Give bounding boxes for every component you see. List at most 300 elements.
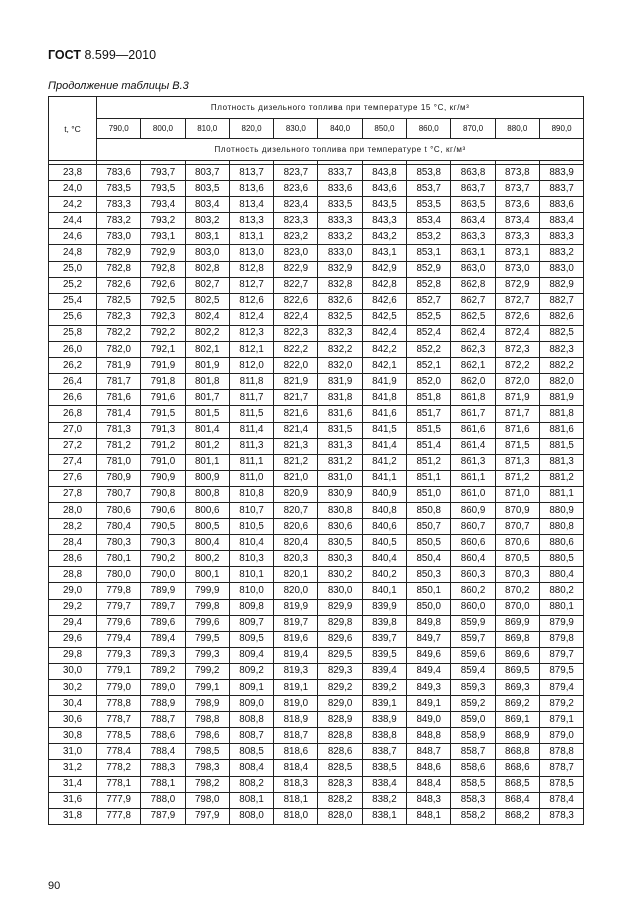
- density-cell: 812,3: [229, 325, 273, 341]
- table-row: [49, 567, 584, 583]
- density-cell: 823,7: [274, 165, 318, 181]
- density-cell: 801,9: [185, 358, 229, 374]
- density-cell: 863,5: [451, 197, 495, 213]
- density-cell: 808,0: [229, 808, 273, 824]
- density-cell: 811,1: [229, 454, 273, 470]
- density-cell: 879,0: [539, 728, 583, 744]
- table-row: [49, 309, 584, 325]
- density-cell: 860,7: [451, 519, 495, 535]
- table-row: [49, 680, 584, 696]
- table-row: [49, 792, 584, 808]
- density-cell: 813,1: [229, 229, 273, 245]
- density-cell: 882,0: [539, 374, 583, 390]
- document-header: [48, 48, 156, 62]
- density-cell: 781,3: [97, 422, 141, 438]
- density-cell: 831,2: [318, 454, 362, 470]
- density-cell: 818,0: [274, 808, 318, 824]
- temperature-cell: 23,8: [49, 165, 97, 181]
- density-cell: 818,1: [274, 792, 318, 808]
- density-cell: 801,2: [185, 438, 229, 454]
- density-cell: 840,9: [362, 486, 406, 502]
- density-cell: 851,8: [407, 390, 451, 406]
- density-cell: 851,2: [407, 454, 451, 470]
- density-cell: 872,0: [495, 374, 539, 390]
- table-row: [49, 197, 584, 213]
- temperature-cell: 31,0: [49, 744, 97, 760]
- density-cell: 800,6: [185, 502, 229, 518]
- density-cell: 863,4: [451, 213, 495, 229]
- density-cell: 860,3: [451, 567, 495, 583]
- table-row: [49, 502, 584, 518]
- table-row: [49, 358, 584, 374]
- density-cell: 879,4: [539, 680, 583, 696]
- density-cell: 793,5: [141, 181, 185, 197]
- table-row: [49, 277, 584, 293]
- density-cell: 801,1: [185, 454, 229, 470]
- density-cell: 791,6: [141, 390, 185, 406]
- density-cell: 880,9: [539, 502, 583, 518]
- density-cell: 881,9: [539, 390, 583, 406]
- density-cell: 778,5: [97, 728, 141, 744]
- temperature-cell: 30,8: [49, 728, 97, 744]
- density-cell: 829,6: [318, 631, 362, 647]
- density-cell: 873,8: [495, 165, 539, 181]
- density-cell: 823,3: [274, 213, 318, 229]
- density-cell: 879,5: [539, 663, 583, 679]
- density-cell: 798,8: [185, 712, 229, 728]
- density-cell: 829,9: [318, 599, 362, 615]
- density-cell: 879,7: [539, 647, 583, 663]
- density-cell: 831,0: [318, 470, 362, 486]
- density-cell: 851,5: [407, 422, 451, 438]
- density-cell: 799,2: [185, 663, 229, 679]
- density-cell: 783,2: [97, 213, 141, 229]
- density-cell: 831,3: [318, 438, 362, 454]
- temperature-cell: 31,4: [49, 776, 97, 792]
- density-cell: 838,2: [362, 792, 406, 808]
- density-cell: 782,2: [97, 325, 141, 341]
- density-cell: 821,7: [274, 390, 318, 406]
- density-cell: 881,5: [539, 438, 583, 454]
- temperature-cell: 25,8: [49, 325, 97, 341]
- density-cell: 860,0: [451, 599, 495, 615]
- density-cell: 858,7: [451, 744, 495, 760]
- density-header-cell: 790,0: [97, 119, 141, 139]
- density-table: [48, 96, 584, 825]
- density-cell: 801,4: [185, 422, 229, 438]
- density-cell: 882,6: [539, 309, 583, 325]
- temperature-cell: 24,4: [49, 213, 97, 229]
- density-cell: 852,9: [407, 261, 451, 277]
- temperature-cell: 29,2: [49, 599, 97, 615]
- density-cell: 783,3: [97, 197, 141, 213]
- density-cell: 862,1: [451, 358, 495, 374]
- density-cell: 843,3: [362, 213, 406, 229]
- density-cell: 820,7: [274, 502, 318, 518]
- density-cell: 878,7: [539, 760, 583, 776]
- density-cell: 792,3: [141, 309, 185, 325]
- density-cell: 880,1: [539, 599, 583, 615]
- temperature-cell: 28,2: [49, 519, 97, 535]
- density-cell: 853,7: [407, 181, 451, 197]
- density-cell: 839,9: [362, 599, 406, 615]
- density-cell: 810,7: [229, 502, 273, 518]
- density-cell: 852,2: [407, 342, 451, 358]
- density-cell: 852,1: [407, 358, 451, 374]
- density-cell: 778,2: [97, 760, 141, 776]
- density-cell: 812,6: [229, 293, 273, 309]
- density-cell: 802,5: [185, 293, 229, 309]
- density-cell: 831,5: [318, 422, 362, 438]
- density-cell: 823,4: [274, 197, 318, 213]
- density-cell: 851,4: [407, 438, 451, 454]
- density-cell: 840,5: [362, 535, 406, 551]
- density-cell: 820,3: [274, 551, 318, 567]
- density-cell: 799,3: [185, 647, 229, 663]
- density-cell: 879,9: [539, 615, 583, 631]
- density-cell: 802,8: [185, 261, 229, 277]
- density-cell: 813,7: [229, 165, 273, 181]
- density-cell: 812,7: [229, 277, 273, 293]
- density-cell: 849,7: [407, 631, 451, 647]
- density-cell: 859,3: [451, 680, 495, 696]
- density-cell: 859,9: [451, 615, 495, 631]
- density-cell: 832,2: [318, 342, 362, 358]
- density-cell: 818,9: [274, 712, 318, 728]
- density-cell: 803,0: [185, 245, 229, 261]
- density-cell: 781,7: [97, 374, 141, 390]
- density-cell: 828,3: [318, 776, 362, 792]
- density-cell: 791,3: [141, 422, 185, 438]
- density-cell: 808,1: [229, 792, 273, 808]
- density-cell: 873,0: [495, 261, 539, 277]
- density-cell: 841,6: [362, 406, 406, 422]
- density-cell: 881,3: [539, 454, 583, 470]
- density-cell: 838,8: [362, 728, 406, 744]
- density-cell: 833,6: [318, 181, 362, 197]
- density-cell: 822,0: [274, 358, 318, 374]
- density-cell: 852,8: [407, 277, 451, 293]
- density-cell: 821,0: [274, 470, 318, 486]
- temperature-cell: 28,4: [49, 535, 97, 551]
- density-cell: 838,1: [362, 808, 406, 824]
- density-cell: 789,2: [141, 663, 185, 679]
- table-row: [49, 712, 584, 728]
- density-cell: 870,7: [495, 519, 539, 535]
- density-cell: 799,5: [185, 631, 229, 647]
- density-cell: 787,9: [141, 808, 185, 824]
- density-cell: 851,1: [407, 470, 451, 486]
- density-cell: 880,5: [539, 551, 583, 567]
- density-cell: 838,4: [362, 776, 406, 792]
- table-row: [49, 390, 584, 406]
- density-cell: 862,5: [451, 309, 495, 325]
- density-cell: 839,4: [362, 663, 406, 679]
- density-cell: 843,1: [362, 245, 406, 261]
- density-cell: 828,8: [318, 728, 362, 744]
- density-cell: 828,9: [318, 712, 362, 728]
- density-cell: 871,2: [495, 470, 539, 486]
- density-cell: 818,7: [274, 728, 318, 744]
- density-cell: 880,6: [539, 535, 583, 551]
- density-cell: 843,2: [362, 229, 406, 245]
- density-cell: 820,4: [274, 535, 318, 551]
- density-cell: 809,1: [229, 680, 273, 696]
- density-cell: 800,8: [185, 486, 229, 502]
- temperature-column-header: t, °C: [49, 97, 97, 161]
- temperature-cell: 24,6: [49, 229, 97, 245]
- temperature-cell: 26,2: [49, 358, 97, 374]
- density-cell: 862,4: [451, 325, 495, 341]
- density-cell: 803,2: [185, 213, 229, 229]
- density-cell: 871,7: [495, 406, 539, 422]
- density-values-row: [49, 119, 584, 139]
- density-cell: 850,0: [407, 599, 451, 615]
- density-cell: 850,1: [407, 583, 451, 599]
- density-cell: 869,3: [495, 680, 539, 696]
- density-cell: 802,7: [185, 277, 229, 293]
- density-cell: 801,7: [185, 390, 229, 406]
- density-cell: 871,9: [495, 390, 539, 406]
- density-cell: 868,9: [495, 728, 539, 744]
- density-cell: 812,8: [229, 261, 273, 277]
- density-cell: 833,5: [318, 197, 362, 213]
- density-cell: 848,7: [407, 744, 451, 760]
- density-cell: 812,1: [229, 342, 273, 358]
- density-cell: 803,4: [185, 197, 229, 213]
- density-cell: 829,3: [318, 663, 362, 679]
- density-cell: 881,2: [539, 470, 583, 486]
- temperature-cell: 31,8: [49, 808, 97, 824]
- table-row: [49, 631, 584, 647]
- density-cell: 831,6: [318, 406, 362, 422]
- density-cell: 823,0: [274, 245, 318, 261]
- density-cell: 799,8: [185, 599, 229, 615]
- density-cell: 819,0: [274, 696, 318, 712]
- temperature-cell: 29,4: [49, 615, 97, 631]
- temperature-cell: 28,0: [49, 502, 97, 518]
- density-cell: 800,9: [185, 470, 229, 486]
- density-cell: 849,0: [407, 712, 451, 728]
- density-cell: 822,3: [274, 325, 318, 341]
- density-cell: 849,3: [407, 680, 451, 696]
- density-cell: 792,5: [141, 293, 185, 309]
- density-cell: 842,4: [362, 325, 406, 341]
- density-cell: 821,4: [274, 422, 318, 438]
- density-cell: 782,9: [97, 245, 141, 261]
- density-cell: 841,4: [362, 438, 406, 454]
- density-cell: 832,6: [318, 293, 362, 309]
- density-cell: 800,2: [185, 551, 229, 567]
- density-cell: 791,5: [141, 406, 185, 422]
- density-cell: 798,0: [185, 792, 229, 808]
- density-cell: 873,1: [495, 245, 539, 261]
- density-cell: 782,3: [97, 309, 141, 325]
- density-cell: 832,8: [318, 277, 362, 293]
- table-row: [49, 551, 584, 567]
- density-cell: 781,4: [97, 406, 141, 422]
- temperature-cell: 28,6: [49, 551, 97, 567]
- density-cell: 788,3: [141, 760, 185, 776]
- density-cell: 779,8: [97, 583, 141, 599]
- density-cell: 822,2: [274, 342, 318, 358]
- density-cell: 830,5: [318, 535, 362, 551]
- density-header-cell: 810,0: [185, 119, 229, 139]
- density-cell: 829,0: [318, 696, 362, 712]
- density-cell: 791,2: [141, 438, 185, 454]
- density-15-header: Плотность дизельного топлива при температуре 15 °С, кг/м³: [97, 97, 584, 119]
- density-cell: 851,7: [407, 406, 451, 422]
- density-cell: 850,3: [407, 567, 451, 583]
- density-cell: 789,6: [141, 615, 185, 631]
- table-row: [49, 454, 584, 470]
- density-cell: 790,0: [141, 567, 185, 583]
- density-cell: 780,3: [97, 535, 141, 551]
- density-cell: 799,1: [185, 680, 229, 696]
- temperature-cell: 27,0: [49, 422, 97, 438]
- density-cell: 861,3: [451, 454, 495, 470]
- table-row: [49, 744, 584, 760]
- density-cell: 840,8: [362, 502, 406, 518]
- density-cell: 808,5: [229, 744, 273, 760]
- table-row: [49, 647, 584, 663]
- density-cell: 870,2: [495, 583, 539, 599]
- density-cell: 839,1: [362, 696, 406, 712]
- density-cell: 858,5: [451, 776, 495, 792]
- density-cell: 843,8: [362, 165, 406, 181]
- density-cell: 879,1: [539, 712, 583, 728]
- density-cell: 849,6: [407, 647, 451, 663]
- density-cell: 831,9: [318, 374, 362, 390]
- density-cell: 780,7: [97, 486, 141, 502]
- density-cell: 781,6: [97, 390, 141, 406]
- density-cell: 811,5: [229, 406, 273, 422]
- density-cell: 811,4: [229, 422, 273, 438]
- density-cell: 819,6: [274, 631, 318, 647]
- density-cell: 783,6: [97, 165, 141, 181]
- density-cell: 813,0: [229, 245, 273, 261]
- density-cell: 818,3: [274, 776, 318, 792]
- density-cell: 882,2: [539, 358, 583, 374]
- density-cell: 833,7: [318, 165, 362, 181]
- density-cell: 858,9: [451, 728, 495, 744]
- table-row: [49, 406, 584, 422]
- density-cell: 839,7: [362, 631, 406, 647]
- density-cell: 799,9: [185, 583, 229, 599]
- table-row: [49, 374, 584, 390]
- density-cell: 780,9: [97, 470, 141, 486]
- density-cell: 878,5: [539, 776, 583, 792]
- table-row: [49, 165, 584, 181]
- density-cell: 810,1: [229, 567, 273, 583]
- temperature-cell: 25,4: [49, 293, 97, 309]
- density-cell: 883,2: [539, 245, 583, 261]
- density-cell: 863,7: [451, 181, 495, 197]
- density-header-cell: 860,0: [407, 119, 451, 139]
- density-cell: 793,2: [141, 213, 185, 229]
- temperature-cell: 25,0: [49, 261, 97, 277]
- density-cell: 823,2: [274, 229, 318, 245]
- density-cell: 859,2: [451, 696, 495, 712]
- density-cell: 839,8: [362, 615, 406, 631]
- table-row: [49, 728, 584, 744]
- density-cell: 793,7: [141, 165, 185, 181]
- density-cell: 788,0: [141, 792, 185, 808]
- density-cell: 800,5: [185, 519, 229, 535]
- density-cell: 841,9: [362, 374, 406, 390]
- density-cell: 870,6: [495, 535, 539, 551]
- table-row: [49, 229, 584, 245]
- table-row: [49, 615, 584, 631]
- density-cell: 809,2: [229, 663, 273, 679]
- table-row: [49, 293, 584, 309]
- temperature-cell: 24,0: [49, 181, 97, 197]
- density-cell: 779,1: [97, 663, 141, 679]
- density-cell: 798,6: [185, 728, 229, 744]
- density-cell: 803,1: [185, 229, 229, 245]
- density-header-cell: 830,0: [274, 119, 318, 139]
- density-cell: 861,0: [451, 486, 495, 502]
- density-cell: 809,7: [229, 615, 273, 631]
- table-row: [49, 519, 584, 535]
- density-cell: 781,2: [97, 438, 141, 454]
- density-cell: 841,1: [362, 470, 406, 486]
- density-cell: 777,8: [97, 808, 141, 824]
- density-cell: 881,8: [539, 406, 583, 422]
- density-cell: 800,4: [185, 535, 229, 551]
- density-cell: 820,0: [274, 583, 318, 599]
- density-cell: 780,0: [97, 567, 141, 583]
- density-header-cell: 890,0: [539, 119, 583, 139]
- density-cell: 778,1: [97, 776, 141, 792]
- density-cell: 870,3: [495, 567, 539, 583]
- density-cell: 792,8: [141, 261, 185, 277]
- density-cell: 850,8: [407, 502, 451, 518]
- density-cell: 859,7: [451, 631, 495, 647]
- density-cell: 797,9: [185, 808, 229, 824]
- density-cell: 853,1: [407, 245, 451, 261]
- density-cell: 821,6: [274, 406, 318, 422]
- density-cell: 863,1: [451, 245, 495, 261]
- density-cell: 829,8: [318, 615, 362, 631]
- density-cell: 790,2: [141, 551, 185, 567]
- density-cell: 819,3: [274, 663, 318, 679]
- density-cell: 811,8: [229, 374, 273, 390]
- density-cell: 779,3: [97, 647, 141, 663]
- density-cell: 871,0: [495, 486, 539, 502]
- density-cell: 783,0: [97, 229, 141, 245]
- density-cell: 792,9: [141, 245, 185, 261]
- temperature-cell: 26,4: [49, 374, 97, 390]
- density-cell: 879,2: [539, 696, 583, 712]
- table-row: [49, 663, 584, 679]
- temperature-cell: 27,2: [49, 438, 97, 454]
- table-row: [49, 470, 584, 486]
- table-row: [49, 808, 584, 824]
- density-cell: 848,6: [407, 760, 451, 776]
- density-cell: 821,9: [274, 374, 318, 390]
- density-cell: 821,3: [274, 438, 318, 454]
- density-cell: 789,0: [141, 680, 185, 696]
- density-cell: 820,1: [274, 567, 318, 583]
- density-cell: 873,6: [495, 197, 539, 213]
- density-cell: 809,0: [229, 696, 273, 712]
- density-cell: 782,0: [97, 342, 141, 358]
- density-cell: 789,3: [141, 647, 185, 663]
- density-cell: 810,4: [229, 535, 273, 551]
- density-cell: 788,1: [141, 776, 185, 792]
- temperature-cell: 28,8: [49, 567, 97, 583]
